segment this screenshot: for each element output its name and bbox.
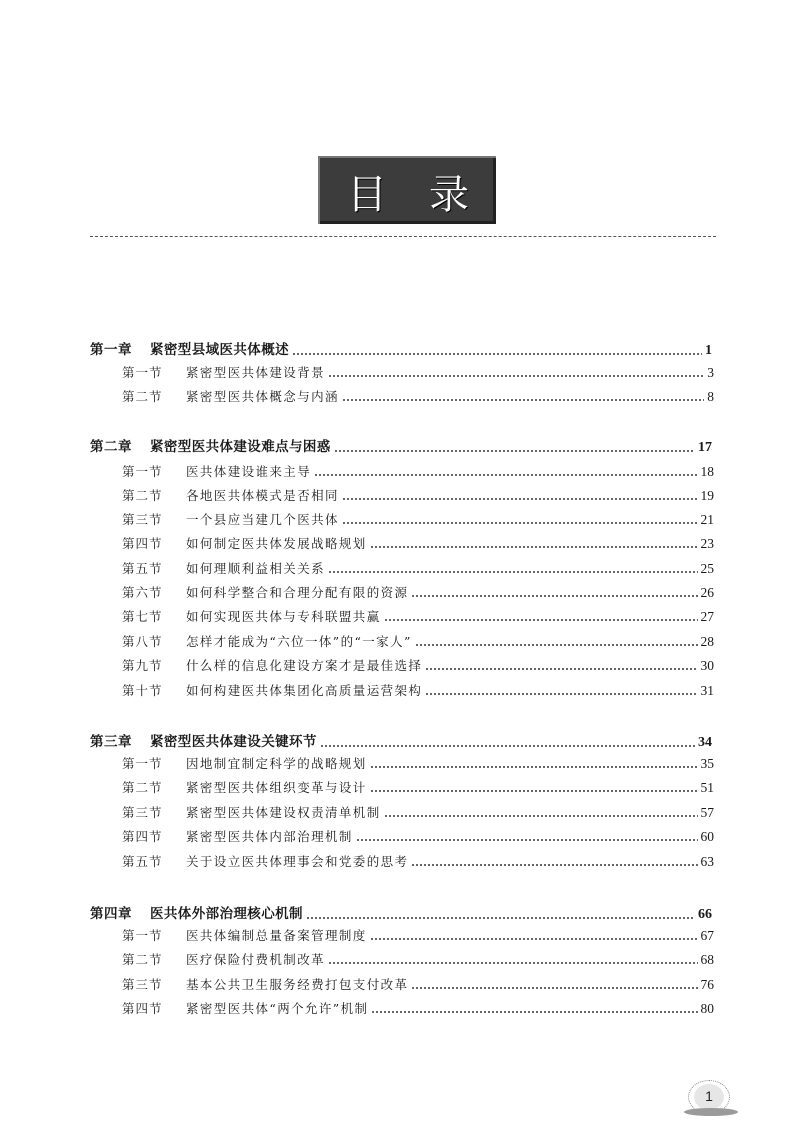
toc-entry-title: 医共体外部治理核心机制 xyxy=(150,906,303,922)
toc-entry-title: 紧密型医共体组织变革与设计 xyxy=(186,780,367,795)
dot-leader xyxy=(314,474,697,476)
toc-entry-page: 51 xyxy=(700,780,714,795)
toc-entry-label: 第六节 xyxy=(122,585,163,600)
dot-leader xyxy=(342,399,704,401)
toc-entry-title: 紧密型医共体内部治理机制 xyxy=(186,829,353,844)
page-title: 目录 xyxy=(347,171,511,218)
toc-chapter-entry[interactable] xyxy=(90,902,712,923)
toc-entry-label: 第九节 xyxy=(122,658,163,673)
dot-leader xyxy=(425,693,697,695)
toc-chapter-entry[interactable] xyxy=(90,730,712,751)
toc-section-entry[interactable] xyxy=(122,852,714,870)
toc-section-entry[interactable] xyxy=(122,387,714,405)
dot-leader xyxy=(328,571,697,573)
toc-entry-label: 第七节 xyxy=(122,609,163,624)
toc-chapter-entry[interactable] xyxy=(90,338,712,359)
dot-leader xyxy=(370,546,698,548)
toc-entry-label: 第二章 xyxy=(90,439,132,455)
toc-entry-title: 紧密型医共体建设关键环节 xyxy=(150,734,317,750)
dot-leader xyxy=(356,839,698,841)
toc-section-entry[interactable] xyxy=(122,363,714,381)
dot-leader xyxy=(342,498,698,500)
toc-entry-page: 27 xyxy=(700,609,714,624)
toc-section-entry[interactable] xyxy=(122,656,714,674)
toc-entry-title: 各地医共体模式是否相同 xyxy=(186,488,339,503)
toc-entry-title: 紧密型医共体建设权责清单机制 xyxy=(186,805,381,820)
toc-entry-label: 第五节 xyxy=(122,561,163,576)
toc-entry-title: 关于设立医共体理事会和党委的思考 xyxy=(186,854,409,869)
toc-entry-label: 第二节 xyxy=(122,780,163,795)
dot-leader xyxy=(370,938,698,940)
dot-leader xyxy=(411,987,697,989)
toc-entry-title: 什么样的信息化建设方案才是最佳选择 xyxy=(186,658,423,673)
dashed-divider xyxy=(90,236,716,237)
toc-entry-page: 28 xyxy=(700,634,714,649)
toc-entry-label: 第四节 xyxy=(122,1001,163,1016)
toc-section-entry[interactable] xyxy=(122,827,714,845)
toc-section-entry[interactable] xyxy=(122,632,714,650)
dot-leader xyxy=(411,595,697,597)
toc-entry-title: 怎样才能成为“六位一体”的“一家人” xyxy=(186,634,412,649)
badge-swoosh xyxy=(684,1108,738,1116)
toc-entry-page: 31 xyxy=(700,683,714,698)
toc-entry-title: 医疗保险付费机制改革 xyxy=(186,952,326,967)
toc-section-entry[interactable] xyxy=(122,754,714,772)
toc-entry-label: 第十节 xyxy=(122,683,163,698)
toc-entry-page: 35 xyxy=(700,756,714,771)
toc-entry-page: 76 xyxy=(700,977,714,992)
toc-entry-label: 第二节 xyxy=(122,389,163,404)
toc-entry-page: 66 xyxy=(698,907,712,922)
toc-entry-page: 68 xyxy=(700,952,714,967)
toc-entry-label: 第五节 xyxy=(122,854,163,869)
dot-leader xyxy=(328,962,697,964)
toc-section-entry[interactable] xyxy=(122,999,714,1017)
toc-section-entry[interactable] xyxy=(122,559,714,577)
toc-chapter-entry[interactable] xyxy=(90,435,712,456)
toc-entry-label: 第八节 xyxy=(122,634,163,649)
page-number: 1 xyxy=(705,1088,713,1104)
toc-section-entry[interactable] xyxy=(122,975,714,993)
dot-leader xyxy=(334,450,695,452)
toc-entry-page: 67 xyxy=(700,928,714,943)
toc-entry-label: 第一节 xyxy=(122,464,163,479)
toc-entry-title: 如何构建医共体集团化高质量运营架构 xyxy=(186,683,423,698)
toc-entry-label: 第一节 xyxy=(122,928,163,943)
toc-entry-label: 第一节 xyxy=(122,756,163,771)
toc-entry-title: 紧密型县域医共体概述 xyxy=(150,342,289,358)
dot-leader xyxy=(384,619,698,621)
toc-entry-title: 紧密型医共体建设难点与困惑 xyxy=(150,439,331,455)
toc-entry-title: 如何实现医共体与专科联盟共赢 xyxy=(186,609,381,624)
toc-section-entry[interactable] xyxy=(122,510,714,528)
toc-section-entry[interactable] xyxy=(122,803,714,821)
toc-entry-label: 第三节 xyxy=(122,805,163,820)
toc-section-entry[interactable] xyxy=(122,462,714,480)
toc-entry-title: 因地制宜制定科学的战略规划 xyxy=(186,756,367,771)
toc-section-entry[interactable] xyxy=(122,486,714,504)
dot-leader xyxy=(342,522,698,524)
toc-entry-page: 30 xyxy=(700,658,714,673)
toc-entry-title: 紧密型医共体建设背景 xyxy=(186,365,326,380)
dot-leader xyxy=(384,815,698,817)
toc-entry-title: 医共体编制总量备案管理制度 xyxy=(186,928,367,943)
toc-entry-page: 18 xyxy=(700,464,714,479)
toc-entry-title: 一个县应当建几个医共体 xyxy=(186,512,339,527)
toc-entry-label: 第四节 xyxy=(122,536,163,551)
dot-leader xyxy=(370,766,698,768)
toc-entry-page: 80 xyxy=(700,1001,714,1016)
toc-entry-page: 25 xyxy=(700,561,714,576)
toc-entry-label: 第四章 xyxy=(90,906,132,922)
toc-entry-title: 如何制定医共体发展战略规划 xyxy=(186,536,367,551)
toc-entry-page: 26 xyxy=(700,585,714,600)
toc-entry-page: 23 xyxy=(700,536,714,551)
toc-entry-label: 第三节 xyxy=(122,512,163,527)
toc-entry-page: 21 xyxy=(700,512,714,527)
toc-section-entry[interactable] xyxy=(122,778,714,796)
dot-leader xyxy=(306,917,695,919)
toc-entry-page: 63 xyxy=(700,854,714,869)
toc-entry-title: 如何理顺利益相关关系 xyxy=(186,561,326,576)
toc-entry-page: 60 xyxy=(700,829,714,844)
toc-entry-label: 第四节 xyxy=(122,829,163,844)
dot-leader xyxy=(371,1011,697,1013)
dot-leader xyxy=(320,745,695,747)
dot-leader xyxy=(411,864,697,866)
dot-leader xyxy=(370,790,698,792)
toc-entry-title: 紧密型医共体“两个允许”机制 xyxy=(186,1001,369,1016)
toc-entry-page: 1 xyxy=(705,343,712,358)
toc-entry-title: 基本公共卫生服务经费打包支付改革 xyxy=(186,977,409,992)
toc-section-entry[interactable] xyxy=(122,607,714,625)
toc-entry-label: 第一节 xyxy=(122,365,163,380)
dot-leader xyxy=(425,668,697,670)
toc-entry-page: 3 xyxy=(707,365,714,380)
dot-leader xyxy=(415,644,698,646)
toc-section-entry[interactable] xyxy=(122,534,714,552)
toc-entry-title: 紧密型医共体概念与内涵 xyxy=(186,389,339,404)
toc-entry-label: 第二节 xyxy=(122,952,163,967)
dot-leader xyxy=(328,375,704,377)
toc-entry-label: 第二节 xyxy=(122,488,163,503)
toc-title-box xyxy=(318,156,511,224)
toc-entry-title: 医共体建设谁来主导 xyxy=(186,464,312,479)
dot-leader xyxy=(292,353,702,355)
toc-entry-page: 34 xyxy=(698,735,712,750)
toc-entry-page: 8 xyxy=(707,389,714,404)
page-number-badge xyxy=(688,1080,732,1116)
toc-entry-page: 19 xyxy=(700,488,714,503)
toc-entry-page: 17 xyxy=(698,440,712,455)
toc-entry-label: 第三节 xyxy=(122,977,163,992)
toc-entry-label: 第三章 xyxy=(90,734,132,750)
toc-section-entry[interactable] xyxy=(122,950,714,968)
toc-section-entry[interactable] xyxy=(122,926,714,944)
toc-entry-label: 第一章 xyxy=(90,342,132,358)
toc-section-entry[interactable] xyxy=(122,681,714,699)
toc-entry-title: 如何科学整合和合理分配有限的资源 xyxy=(186,585,409,600)
toc-entry-page: 57 xyxy=(700,805,714,820)
toc-section-entry[interactable] xyxy=(122,583,714,601)
